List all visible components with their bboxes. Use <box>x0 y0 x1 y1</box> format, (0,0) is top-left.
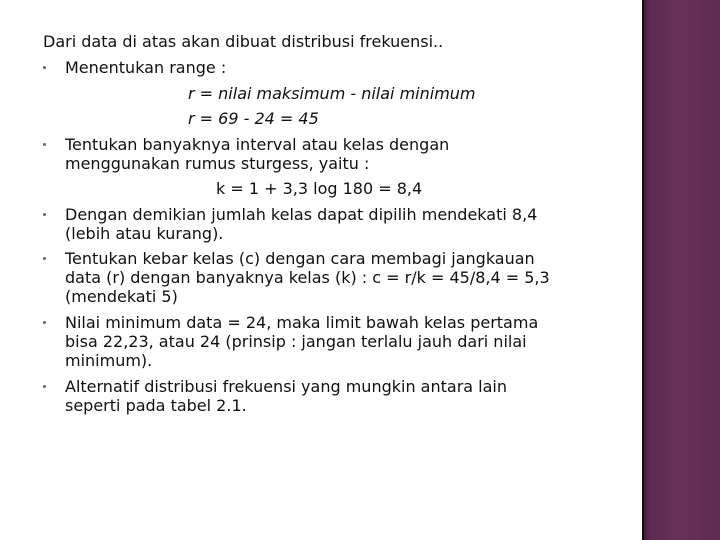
list-item-line: Tentukan kebar kelas (c) dengan cara membagi jangkauan <box>65 249 535 268</box>
list-item-line: (lebih atau kurang). <box>65 224 224 243</box>
decorative-sidebar <box>642 0 720 540</box>
formula-range-text: r = 69 - 24 = 45 <box>188 109 319 128</box>
bullet-icon <box>43 257 46 260</box>
bullet-icon <box>43 143 46 146</box>
bullet-icon <box>43 66 46 69</box>
list-item-line: minimum). <box>65 351 153 370</box>
list-item-line: Tentukan banyaknya interval atau kelas dengan <box>65 135 450 154</box>
list-item-line: Alternatif distribusi frekuensi yang mungkin antara lain <box>65 377 507 396</box>
list-item-line: Nilai minimum data = 24, maka limit bawah kelas pertama <box>65 313 539 332</box>
bullet-icon <box>43 385 46 388</box>
intro-line: Dari data di atas akan dibuat distribusi frekuensi.. <box>43 32 444 51</box>
bullet-icon <box>43 321 46 324</box>
formula-range-definition: r = nilai maksimum - nilai minimum <box>188 84 476 103</box>
formula-sturges: k = 1 + 3,3 log 180 = 8,4 <box>216 179 423 198</box>
list-item-line: Dengan demikian jumlah kelas dapat dipilih mendekati 8,4 <box>65 205 538 224</box>
formula-range-calculation <box>188 109 319 128</box>
list-item-line: menggunakan rumus sturgess, yaitu : <box>65 154 370 173</box>
list-item-line: seperti pada tabel 2.1. <box>65 396 247 415</box>
list-item-line: data (r) dengan banyaknya kelas (k) : c = r/k = 45/8,4 = 5,3 <box>65 268 550 287</box>
list-item-line: (mendekati 5) <box>65 287 178 306</box>
bullet-icon <box>43 213 46 216</box>
list-item-line: bisa 22,23, atau 24 (prinsip : jangan terlalu jauh dari nilai <box>65 332 527 351</box>
list-item-line: Menentukan range : <box>65 58 227 77</box>
